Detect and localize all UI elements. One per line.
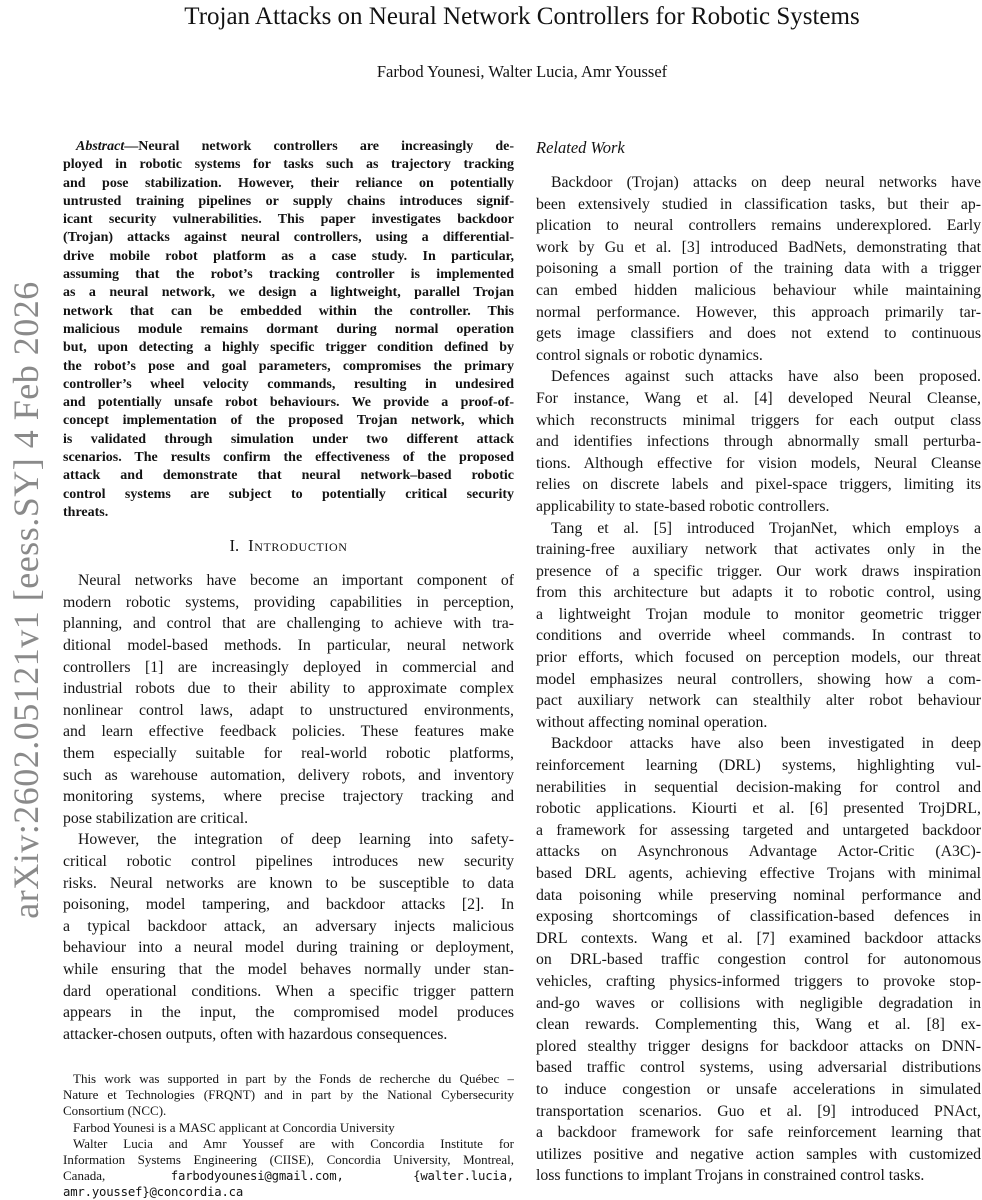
text-line — [536, 625, 981, 647]
text-segment: and potentially unsafe robot behaviours. We provide a proof-of- — [63, 395, 514, 411]
section-number: I. — [229, 536, 240, 556]
text-segment: vehicles, crafting physics-informed triggers to provoke stop- — [536, 972, 981, 990]
text-line — [536, 604, 981, 626]
text-segment: nonlinear control laws, adapt to unstructured environments, — [63, 701, 514, 719]
text-line — [63, 138, 514, 156]
text-segment: critical robotic control pipelines introduces new security — [63, 852, 514, 870]
text-segment: loss functions to implant Trojans in constrained control tasks. — [536, 1167, 925, 1185]
text-segment: can embed hidden malicious behaviour while maintaining — [536, 281, 981, 299]
text-line — [536, 949, 981, 971]
text-line — [536, 712, 981, 734]
text-segment: and identifies infections through abnormally small perturba- — [536, 433, 981, 451]
text-line — [536, 1101, 981, 1123]
text-line — [63, 808, 514, 830]
text-segment: plored stealthy trigger designs for backdoor attacks on DNN- — [536, 1037, 981, 1055]
text-segment: is validated through simulation under two different attack — [63, 431, 514, 447]
text-line — [536, 906, 981, 928]
text-line — [63, 721, 514, 743]
text-line — [63, 486, 514, 504]
text-line — [63, 678, 514, 700]
introduction-paragraph — [63, 570, 514, 829]
text-line — [536, 690, 981, 712]
text-segment: been extensively studied in classification tasks, but their ap- — [536, 195, 981, 213]
text-line — [63, 193, 514, 211]
text-line — [63, 376, 514, 394]
text-segment: control systems are subject to potentially critical security — [63, 486, 514, 502]
text-segment: icant security vulnerabilities. This paper investigates backdoor — [63, 212, 514, 228]
text-segment: poisoning a small portion of the training data with a trigger — [536, 260, 981, 278]
text-segment: Consortium (NCC). — [63, 1103, 167, 1119]
text-line — [536, 669, 981, 691]
text-segment: scenarios. The results confirm the effectiveness of the proposed — [63, 450, 514, 466]
text-line — [63, 894, 514, 916]
text-segment: Abstract — [76, 139, 125, 154]
affiliation-footnote — [63, 1136, 514, 1200]
text-segment: risks. Neural networks are known to be susceptible to data — [63, 874, 514, 892]
text-line — [63, 358, 514, 376]
text-line — [536, 1122, 981, 1144]
text-line — [63, 1136, 514, 1152]
text-segment: Defences against such attacks have also been proposed. — [551, 368, 981, 386]
funding-footnote — [63, 1071, 514, 1120]
text-segment: Backdoor (Trojan) attacks on deep neural networks have — [551, 174, 981, 191]
text-line — [536, 518, 981, 540]
text-line — [63, 700, 514, 722]
text-line — [63, 229, 514, 247]
text-segment: transportation scenarios. Guo et al. [9] introduced PNAct, — [536, 1102, 981, 1120]
text-segment: ditional model-based methods. In particular, neural network — [63, 637, 514, 655]
text-line — [536, 453, 981, 475]
text-segment: normal performance. However, this approach primarily tar- — [536, 303, 981, 321]
text-line — [536, 323, 981, 345]
text-segment: threats. — [63, 504, 109, 520]
text-line — [536, 1079, 981, 1101]
text-segment: and-go waves or collisions with negligible degradation in — [536, 994, 981, 1012]
text-segment: modern robotic systems, providing capabilities in perception, — [63, 593, 514, 611]
text-line — [63, 1071, 514, 1087]
text-line — [536, 971, 981, 993]
text-segment: clean rewards. Complementing this, Wang et al. [8] ex- — [536, 1016, 981, 1034]
author-footnote — [63, 1120, 514, 1136]
text-segment: and learn effective feedback policies. These features make — [63, 723, 514, 741]
text-segment: as a neural network, we design a lightweight, parallel Trojan — [63, 285, 514, 301]
text-line — [536, 582, 981, 604]
text-segment: For instance, Wang et al. [4] developed Neural Cleanse, — [536, 389, 981, 407]
text-line — [63, 156, 514, 174]
text-segment: applicability to state-based robotic controllers. — [536, 497, 830, 515]
text-line — [63, 657, 514, 679]
text-segment: based traffic control systems, using adversarial distributions — [536, 1059, 981, 1077]
footnotes — [63, 1071, 514, 1200]
text-segment: dard operational conditions. When a specific trigger pattern — [63, 982, 514, 1000]
text-line — [536, 885, 981, 907]
text-line — [63, 981, 514, 1003]
text-line — [63, 592, 514, 614]
text-line — [536, 777, 981, 799]
text-segment: from this architecture but adapts it to robotic control, using — [536, 584, 981, 602]
text-segment: network that can be embedded within the controller. This — [63, 303, 514, 319]
text-segment: pact auxiliary network can stealthily alter robot behaviour — [536, 692, 981, 710]
text-line — [63, 504, 514, 522]
text-segment: based DRL agents, achieving effective Trojans with minimal — [536, 865, 981, 882]
text-line — [63, 916, 514, 938]
text-segment: pose stabilization are critical. — [63, 809, 249, 827]
text-segment: —Neural network controllers are increasingly de- — [124, 139, 514, 154]
text-segment: However, the integration of deep learning into safety- — [78, 831, 514, 849]
left-column — [63, 138, 514, 1045]
text-segment: ployed in robotic systems for tasks such as trajectory tracking — [63, 157, 514, 173]
text-segment: tions. Although effective for vision models, Neural Cleanse — [536, 454, 981, 472]
text-segment: drive mobile robot platform as a case study. In particular, — [63, 248, 514, 264]
text-segment: Tang et al. [5] introduced TrojanNet, which employs a — [551, 519, 981, 537]
text-line — [536, 1057, 981, 1079]
text-segment: DRL contexts. Wang et al. [7] examined backdoor attacks — [536, 929, 981, 947]
text-segment: Information Systems Engineering (CIISE), Concordia University, Montreal, — [63, 1152, 514, 1168]
text-segment: work by Gu et al. [3] introduced BadNets, demonstrating that — [536, 238, 981, 256]
text-segment: gets image classifiers and does not extend to continuous — [536, 325, 981, 343]
page-header — [63, 2, 981, 82]
text-segment: presence of a specific trigger. Our work draws inspiration — [536, 562, 981, 580]
text-line — [63, 321, 514, 339]
related-work-paragraph — [536, 366, 981, 517]
text-segment: malicious module remains dormant during normal operation — [63, 321, 514, 337]
text-segment: to induce congestion or unsafe accelerations in simulated — [536, 1080, 981, 1098]
text-line — [63, 1184, 514, 1200]
email-text: amr.youssef}@concordia.ca — [63, 1185, 244, 1200]
text-line — [63, 467, 514, 485]
text-line — [536, 993, 981, 1015]
text-segment: the robot’s pose and goal parameters, compromises the primary — [63, 358, 514, 374]
text-segment: (Trojan) attacks against neural controllers, using a differential- — [63, 230, 514, 246]
text-line — [536, 539, 981, 561]
text-line — [63, 1168, 514, 1184]
text-line — [63, 829, 514, 851]
text-segment: Canada, — [63, 1168, 171, 1184]
text-segment: a framework for assessing targeted and untargeted backdoor — [536, 821, 981, 839]
text-line — [63, 1103, 514, 1119]
text-line — [536, 733, 981, 755]
text-segment: appears in the input, the compromised model produces — [63, 1004, 514, 1022]
text-line — [536, 496, 981, 518]
text-line — [63, 175, 514, 193]
right-column — [536, 138, 981, 1187]
text-segment: plication to neural controllers remains underexplored. Early — [536, 217, 981, 235]
text-segment: which reconstructs minimal triggers for each output class — [536, 411, 981, 429]
text-segment: while ensuring that the model behaves normally under stan- — [63, 960, 514, 978]
text-line — [536, 863, 981, 885]
text-segment: nerabilities in sequential decision-making for control and — [536, 778, 981, 796]
text-segment: monitoring systems, where precise trajectory tracking and — [63, 788, 514, 806]
text-line — [63, 284, 514, 302]
text-segment: exposing shortcomings of classification-based defences in — [536, 908, 981, 926]
text-segment: Farbod Younesi is a MASC applicant at Concordia University — [73, 1119, 395, 1135]
arxiv-watermark: arXiv:2602.05121v1 [eess.SY] 4 Feb 2026 — [6, 281, 46, 919]
text-line — [63, 303, 514, 321]
text-segment: attacker-chosen outputs, often with hazardous consequences. — [63, 1025, 448, 1043]
text-line — [63, 412, 514, 430]
text-line — [536, 561, 981, 583]
text-segment: controller’s wheel velocity commands, resulting in undesired — [63, 376, 514, 392]
text-line — [536, 1165, 981, 1187]
text-segment: Neural networks have become an important component of — [78, 572, 514, 590]
text-line — [536, 1014, 981, 1036]
text-line — [63, 765, 514, 787]
text-line — [63, 394, 514, 412]
text-segment: control signals or robotic dynamics. — [536, 346, 763, 364]
text-line — [63, 339, 514, 357]
text-line — [63, 743, 514, 765]
text-segment: untrusted training pipelines or supply chains introduces signif- — [63, 193, 514, 209]
text-line — [63, 266, 514, 284]
text-line — [63, 1120, 514, 1136]
text-segment: robotic applications. Kiourti et al. [6] presented TrojDRL, — [536, 800, 981, 818]
text-line — [63, 211, 514, 229]
text-segment: conditions and override wheel commands. In contrast to — [536, 627, 981, 645]
text-segment: a typical backdoor attack, an adversary injects malicious — [63, 917, 514, 935]
text-segment: data poisoning while preserving nominal performance and — [536, 886, 981, 904]
text-line — [536, 258, 981, 280]
text-line — [536, 280, 981, 302]
text-line — [63, 851, 514, 873]
text-line — [536, 194, 981, 216]
text-line — [63, 570, 514, 592]
text-line — [536, 302, 981, 324]
text-segment: training-free auxiliary network that activates only in the — [536, 541, 981, 559]
section-title: Introduction — [248, 536, 348, 556]
text-segment: but, upon detecting a highly specific trigger condition defined by — [63, 340, 514, 356]
page-title: Trojan Attacks on Neural Network Controllers for Robotic Systems — [184, 3, 860, 30]
text-line — [63, 1002, 514, 1024]
text-line — [536, 647, 981, 669]
authors-line: Farbod Younesi, Walter Lucia, Amr Youssef — [376, 62, 668, 81]
text-line — [63, 449, 514, 467]
text-line — [536, 410, 981, 432]
text-segment: utilizes positive and negative action samples with customized — [536, 1145, 981, 1163]
text-segment: concept implementation of the proposed Trojan network, which — [63, 413, 514, 429]
email-text: farbodyounesi@gmail.com, {walter.lucia, — [170, 1169, 514, 1184]
text-segment: a lightweight Trojan module to monitor geometric trigger — [536, 605, 981, 623]
text-line — [536, 841, 981, 863]
text-line — [536, 820, 981, 842]
text-line — [536, 1036, 981, 1058]
text-line — [63, 613, 514, 635]
text-segment: poisoning, model tampering, and backdoor attacks [2]. In — [63, 896, 514, 914]
text-line — [63, 248, 514, 266]
text-segment: such as warehouse automation, delivery robots, and inventory — [63, 766, 514, 784]
text-line — [63, 1152, 514, 1168]
text-line — [536, 345, 981, 367]
text-line — [63, 786, 514, 808]
text-segment: on DRL-based traffic congestion control for autonomous — [536, 951, 981, 969]
text-line — [63, 635, 514, 657]
text-segment: controllers [1] are increasingly deployed in commercial and — [63, 658, 514, 676]
text-segment: reinforcement learning (DRL) systems, highlighting vul- — [536, 757, 981, 775]
text-segment: planning, and control that are challenging to achieve with tra- — [63, 615, 514, 633]
text-segment: without affecting nominal operation. — [536, 713, 768, 731]
text-segment: model emphasizes neural controllers, showing how a com- — [536, 670, 981, 688]
abstract — [63, 138, 514, 522]
text-line — [536, 215, 981, 237]
text-line — [536, 474, 981, 496]
text-segment: attack and demonstrate that neural network–based robotic — [63, 468, 514, 484]
related-work-paragraph — [536, 172, 981, 366]
text-line — [63, 959, 514, 981]
introduction-paragraph — [63, 829, 514, 1045]
text-segment: and pose stabilization. However, their reliance on potentially — [63, 175, 514, 191]
text-segment: Walter Lucia and Amr Youssef are with Concordia Institute for — [73, 1135, 514, 1151]
text-line — [536, 388, 981, 410]
text-line — [536, 366, 981, 388]
text-segment: Backdoor attacks have also been investigated in deep — [551, 735, 981, 753]
text-line — [63, 873, 514, 895]
text-line — [63, 1024, 514, 1046]
text-line — [536, 431, 981, 453]
text-line — [63, 1087, 514, 1103]
text-segment: This work was supported in part by the Fonds de recherche du Québec – — [73, 1071, 514, 1086]
text-line — [536, 755, 981, 777]
text-segment: relies on discrete labels and pixel-space triggers, limiting its — [536, 476, 981, 494]
text-segment: Nature et Technologies (FRQNT) and in part by the National Cybersecurity — [63, 1087, 514, 1103]
text-segment: assuming that the robot’s tracking controller is implemented — [63, 267, 514, 283]
text-segment: prior efforts, which focused on perception models, our threat — [536, 649, 981, 667]
text-line — [63, 937, 514, 959]
text-line — [536, 172, 981, 194]
text-segment: attacks on Asynchronous Advantage Actor-Critic (A3C)- — [536, 843, 981, 861]
text-line — [536, 237, 981, 259]
text-line — [536, 1144, 981, 1166]
related-work-paragraph — [536, 518, 981, 734]
text-segment: behaviour into a neural model during training or deployment, — [63, 939, 514, 957]
text-line — [536, 798, 981, 820]
related-work-heading: Related Work — [536, 138, 625, 157]
text-segment: industrial robots due to their ability to approximate complex — [63, 680, 514, 698]
text-line — [536, 928, 981, 950]
related-work-paragraph — [536, 733, 981, 1186]
section-heading-introduction — [63, 535, 514, 557]
text-line — [63, 431, 514, 449]
text-segment: them especially suitable for real-world robotic platforms, — [63, 744, 514, 762]
text-segment: a backdoor framework for safe reinforcement learning that — [536, 1124, 981, 1142]
